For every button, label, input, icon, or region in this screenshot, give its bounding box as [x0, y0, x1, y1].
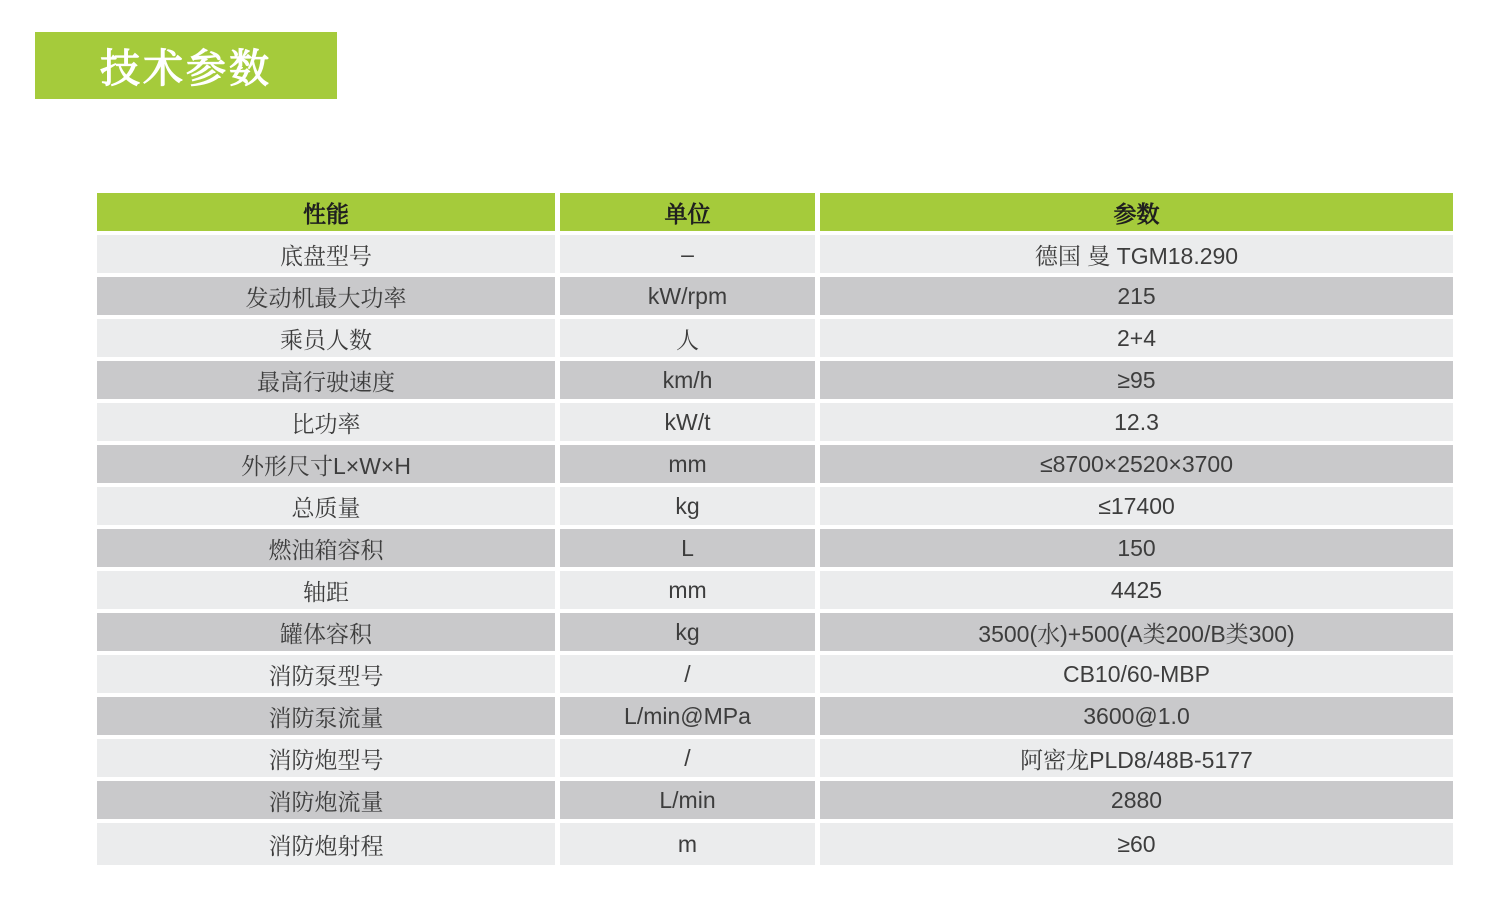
performance-cell: 燃油箱容积: [97, 529, 560, 571]
value-cell: ≤17400: [820, 487, 1453, 529]
value-cell: 150: [820, 529, 1453, 571]
table-row: [97, 277, 1453, 319]
performance-cell: 底盘型号: [97, 235, 560, 277]
header-performance: 性能: [97, 193, 560, 235]
performance-cell: 罐体容积: [97, 613, 560, 655]
performance-cell: 发动机最大功率: [97, 277, 560, 319]
unit-cell: –: [560, 235, 820, 277]
performance-cell: 消防炮射程: [97, 823, 560, 865]
table-row: [97, 571, 1453, 613]
spec-table: [97, 193, 1453, 865]
table-row: [97, 739, 1453, 781]
unit-cell: km/h: [560, 361, 820, 403]
table-row: [97, 403, 1453, 445]
table-header-row: [97, 193, 1453, 235]
unit-cell: /: [560, 655, 820, 697]
page-title: [35, 32, 337, 99]
page-title-label: 技术参数: [100, 47, 272, 91]
header-unit: 单位: [560, 193, 820, 235]
table-row: [97, 613, 1453, 655]
unit-cell: m: [560, 823, 820, 865]
value-cell: 3500(水)+500(A类200/B类300): [820, 613, 1453, 655]
unit-cell: 人: [560, 319, 820, 361]
value-cell: CB10/60-MBP: [820, 655, 1453, 697]
table-row: [97, 235, 1453, 277]
performance-cell: 轴距: [97, 571, 560, 613]
performance-cell: 消防泵流量: [97, 697, 560, 739]
table-row: [97, 319, 1453, 361]
unit-cell: mm: [560, 445, 820, 487]
value-cell: 3600@1.0: [820, 697, 1453, 739]
table-row: [97, 655, 1453, 697]
unit-cell: kW/rpm: [560, 277, 820, 319]
performance-cell: 消防炮型号: [97, 739, 560, 781]
table-row: [97, 781, 1453, 823]
value-cell: 德国 曼 TGM18.290: [820, 235, 1453, 277]
unit-cell: L: [560, 529, 820, 571]
performance-cell: 消防炮流量: [97, 781, 560, 823]
table-row: [97, 361, 1453, 403]
performance-cell: 消防泵型号: [97, 655, 560, 697]
unit-cell: /: [560, 739, 820, 781]
value-cell: 2+4: [820, 319, 1453, 361]
table-row: [97, 823, 1453, 865]
value-cell: 2880: [820, 781, 1453, 823]
value-cell: 阿密龙PLD8/48B-5177: [820, 739, 1453, 781]
unit-cell: L/min@MPa: [560, 697, 820, 739]
unit-cell: mm: [560, 571, 820, 613]
value-cell: ≥95: [820, 361, 1453, 403]
performance-cell: 最高行驶速度: [97, 361, 560, 403]
unit-cell: kW/t: [560, 403, 820, 445]
performance-cell: 总质量: [97, 487, 560, 529]
header-value: 参数: [820, 193, 1453, 235]
table-row: [97, 697, 1453, 739]
table-row: [97, 487, 1453, 529]
value-cell: 4425: [820, 571, 1453, 613]
unit-cell: kg: [560, 613, 820, 655]
value-cell: 12.3: [820, 403, 1453, 445]
value-cell: ≥60: [820, 823, 1453, 865]
unit-cell: L/min: [560, 781, 820, 823]
table-row: [97, 529, 1453, 571]
performance-cell: 外形尺寸L×W×H: [97, 445, 560, 487]
performance-cell: 比功率: [97, 403, 560, 445]
unit-cell: kg: [560, 487, 820, 529]
value-cell: 215: [820, 277, 1453, 319]
value-cell: ≤8700×2520×3700: [820, 445, 1453, 487]
table-row: [97, 445, 1453, 487]
performance-cell: 乘员人数: [97, 319, 560, 361]
